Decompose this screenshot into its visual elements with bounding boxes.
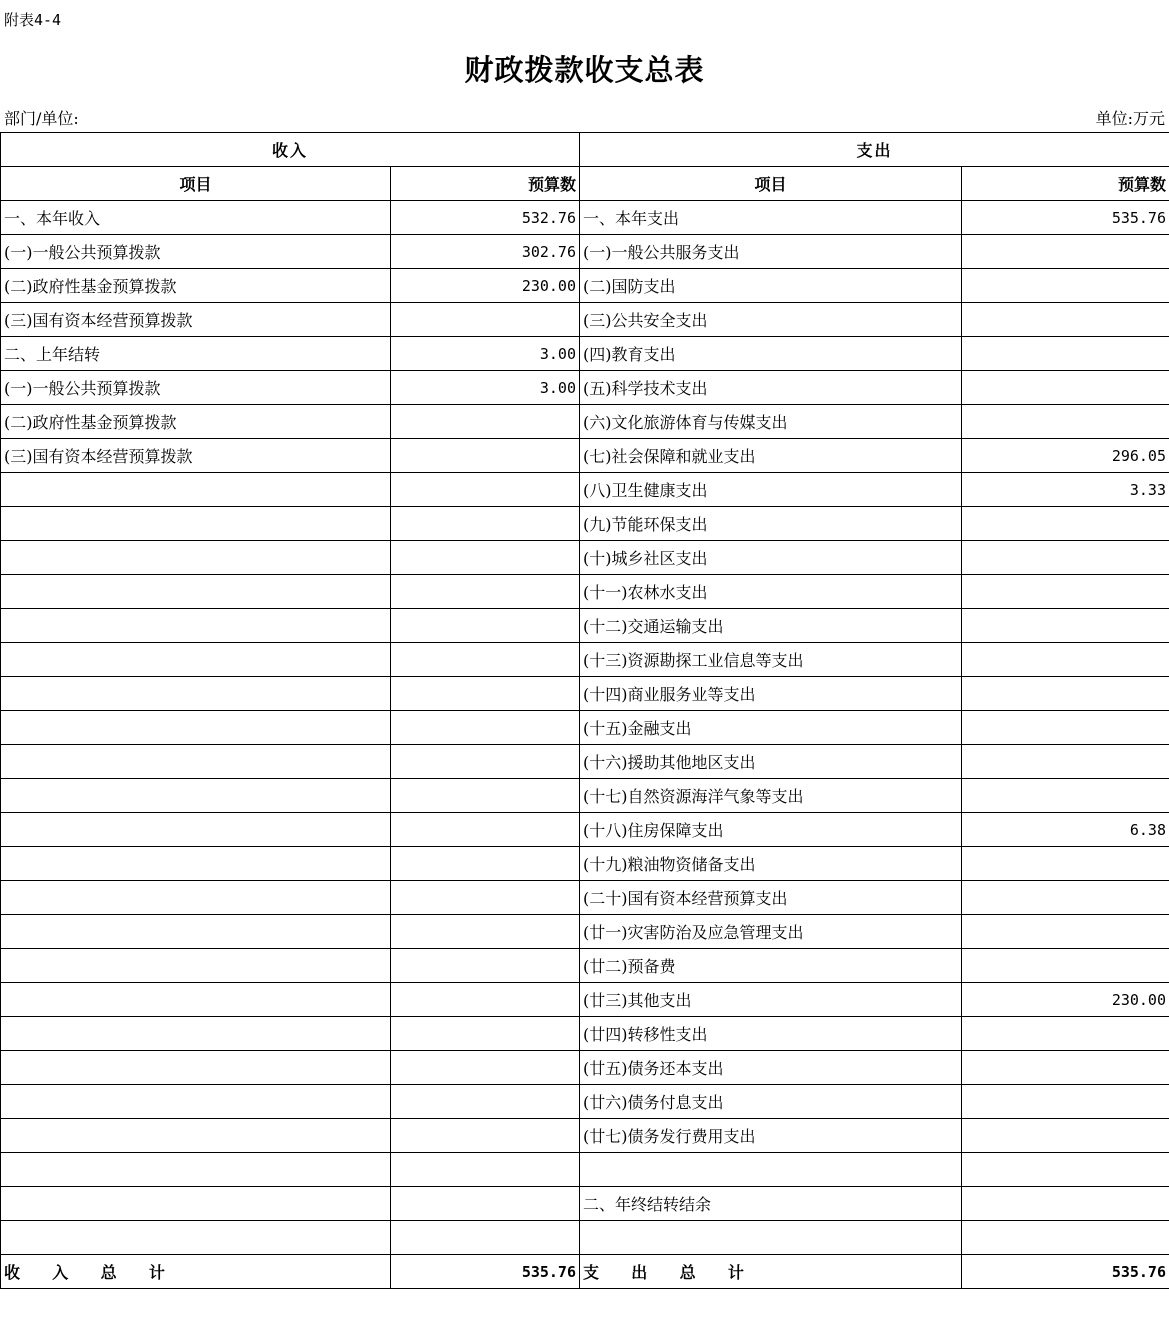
income-section-char-2: 入 bbox=[290, 141, 309, 160]
income-total-amount: 535.76 bbox=[391, 1255, 580, 1289]
expense-section-char-2: 出 bbox=[874, 141, 893, 160]
income-item-cell bbox=[1, 847, 391, 881]
income-amount-cell bbox=[391, 881, 580, 915]
table-row bbox=[1, 847, 1169, 881]
income-amount-cell: 3.00 bbox=[391, 337, 580, 371]
expense-amount-cell bbox=[962, 643, 1169, 677]
income-amount-cell bbox=[391, 779, 580, 813]
expense-amount-cell bbox=[962, 847, 1169, 881]
expense-item-cell bbox=[580, 1221, 962, 1255]
department-label: 部门/单位: bbox=[4, 109, 79, 128]
income-budget-column-header: 预算数 bbox=[391, 167, 580, 201]
expense-amount-cell bbox=[962, 1187, 1169, 1221]
table-row bbox=[1, 1017, 1169, 1051]
income-amount-cell bbox=[391, 949, 580, 983]
expense-item-cell: (八)卫生健康支出 bbox=[580, 473, 962, 507]
income-item-cell bbox=[1, 1017, 391, 1051]
income-amount-cell: 532.76 bbox=[391, 201, 580, 235]
income-item-cell bbox=[1, 1187, 391, 1221]
income-amount-cell bbox=[391, 813, 580, 847]
income-amount-cell bbox=[391, 1221, 580, 1255]
expense-item-cell bbox=[580, 1153, 962, 1187]
unit-label: 单位:万元 bbox=[1095, 109, 1165, 128]
table-row bbox=[1, 1051, 1169, 1085]
table-row bbox=[1, 473, 1169, 507]
income-amount-cell: 302.76 bbox=[391, 235, 580, 269]
income-amount-cell: 3.00 bbox=[391, 371, 580, 405]
expense-item-cell: (二十)国有资本经营预算支出 bbox=[580, 881, 962, 915]
expense-amount-cell bbox=[962, 507, 1169, 541]
income-section-char-1: 收 bbox=[271, 141, 290, 160]
table-row bbox=[1, 201, 1169, 235]
income-total-label: 收 入 总 计 bbox=[1, 1255, 391, 1289]
income-amount-cell bbox=[391, 609, 580, 643]
expense-item-cell: (十七)自然资源海洋气象等支出 bbox=[580, 779, 962, 813]
table-row bbox=[1, 303, 1169, 337]
expense-amount-cell bbox=[962, 779, 1169, 813]
expense-amount-cell bbox=[962, 1051, 1169, 1085]
expense-item-cell: (十)城乡社区支出 bbox=[580, 541, 962, 575]
expense-amount-cell bbox=[962, 745, 1169, 779]
expense-amount-cell: 230.00 bbox=[962, 983, 1169, 1017]
income-item-cell bbox=[1, 881, 391, 915]
expense-item-cell: (十八)住房保障支出 bbox=[580, 813, 962, 847]
expense-item-column-header: 项目 bbox=[580, 167, 962, 201]
budget-table bbox=[0, 132, 1169, 1289]
expense-item-cell: (一)一般公共服务支出 bbox=[580, 235, 962, 269]
expense-item-cell: 一、本年支出 bbox=[580, 201, 962, 235]
expense-item-cell: (廿一)灾害防治及应急管理支出 bbox=[580, 915, 962, 949]
expense-amount-cell: 296.05 bbox=[962, 439, 1169, 473]
expense-amount-cell bbox=[962, 303, 1169, 337]
expense-item-cell: (六)文化旅游体育与传媒支出 bbox=[580, 405, 962, 439]
table-row bbox=[1, 575, 1169, 609]
income-amount-cell bbox=[391, 439, 580, 473]
table-row bbox=[1, 813, 1169, 847]
expense-section-header bbox=[580, 133, 1169, 167]
income-item-cell bbox=[1, 915, 391, 949]
expense-item-cell: (二)国防支出 bbox=[580, 269, 962, 303]
income-item-cell: 二、上年结转 bbox=[1, 337, 391, 371]
table-row bbox=[1, 1221, 1169, 1255]
table-row bbox=[1, 711, 1169, 745]
income-amount-cell bbox=[391, 643, 580, 677]
income-item-cell: 一、本年收入 bbox=[1, 201, 391, 235]
income-amount-cell bbox=[391, 1051, 580, 1085]
income-item-cell bbox=[1, 745, 391, 779]
income-amount-cell bbox=[391, 677, 580, 711]
table-row bbox=[1, 541, 1169, 575]
expense-amount-cell bbox=[962, 405, 1169, 439]
table-row bbox=[1, 677, 1169, 711]
expense-amount-cell bbox=[962, 915, 1169, 949]
expense-amount-cell bbox=[962, 1017, 1169, 1051]
income-item-cell bbox=[1, 1221, 391, 1255]
table-row bbox=[1, 235, 1169, 269]
income-item-cell: (二)政府性基金预算拨款 bbox=[1, 269, 391, 303]
expense-item-cell: (廿四)转移性支出 bbox=[580, 1017, 962, 1051]
table-row bbox=[1, 949, 1169, 983]
income-amount-cell bbox=[391, 1187, 580, 1221]
income-item-cell: (三)国有资本经营预算拨款 bbox=[1, 439, 391, 473]
income-amount-cell bbox=[391, 473, 580, 507]
table-row bbox=[1, 439, 1169, 473]
expense-total-label: 支 出 总 计 bbox=[580, 1255, 962, 1289]
income-item-cell bbox=[1, 779, 391, 813]
page-title: 财政拨款收支总表 bbox=[464, 53, 705, 87]
expense-item-cell: (廿六)债务付息支出 bbox=[580, 1085, 962, 1119]
expense-item-cell: (十一)农林水支出 bbox=[580, 575, 962, 609]
expense-amount-cell bbox=[962, 1221, 1169, 1255]
income-section-header bbox=[1, 133, 580, 167]
income-item-cell bbox=[1, 575, 391, 609]
table-row bbox=[1, 983, 1169, 1017]
expense-amount-cell bbox=[962, 269, 1169, 303]
income-amount-cell bbox=[391, 745, 580, 779]
table-row bbox=[1, 1119, 1169, 1153]
income-amount-cell bbox=[391, 847, 580, 881]
income-item-cell bbox=[1, 983, 391, 1017]
expense-amount-cell bbox=[962, 1119, 1169, 1153]
expense-amount-cell bbox=[962, 711, 1169, 745]
income-amount-cell bbox=[391, 405, 580, 439]
income-item-cell: (一)一般公共预算拨款 bbox=[1, 371, 391, 405]
expense-item-cell: (七)社会保障和就业支出 bbox=[580, 439, 962, 473]
table-row bbox=[1, 779, 1169, 813]
table-row bbox=[1, 1085, 1169, 1119]
expense-item-cell: (五)科学技术支出 bbox=[580, 371, 962, 405]
income-item-cell: (三)国有资本经营预算拨款 bbox=[1, 303, 391, 337]
income-amount-cell bbox=[391, 983, 580, 1017]
expense-item-cell: (十三)资源勘探工业信息等支出 bbox=[580, 643, 962, 677]
expense-section-char-1: 支 bbox=[856, 141, 875, 160]
expense-amount-cell bbox=[962, 881, 1169, 915]
income-item-cell bbox=[1, 813, 391, 847]
expense-item-cell: (廿七)债务发行费用支出 bbox=[580, 1119, 962, 1153]
income-item-cell bbox=[1, 541, 391, 575]
expense-item-cell: (廿二)预备费 bbox=[580, 949, 962, 983]
income-item-cell bbox=[1, 1119, 391, 1153]
expense-amount-cell bbox=[962, 337, 1169, 371]
table-row bbox=[1, 1153, 1169, 1187]
expense-amount-cell bbox=[962, 677, 1169, 711]
table-code: 附表4-4 bbox=[4, 11, 62, 29]
income-item-cell bbox=[1, 643, 391, 677]
table-row bbox=[1, 643, 1169, 677]
income-item-cell bbox=[1, 677, 391, 711]
income-amount-cell bbox=[391, 1085, 580, 1119]
income-item-cell bbox=[1, 1085, 391, 1119]
table-row bbox=[1, 269, 1169, 303]
expense-item-cell: (四)教育支出 bbox=[580, 337, 962, 371]
expense-item-cell: (十二)交通运输支出 bbox=[580, 609, 962, 643]
expense-amount-cell: 6.38 bbox=[962, 813, 1169, 847]
expense-budget-column-header: 预算数 bbox=[962, 167, 1169, 201]
income-amount-cell bbox=[391, 1119, 580, 1153]
expense-amount-cell: 3.33 bbox=[962, 473, 1169, 507]
table-row bbox=[1, 915, 1169, 949]
expense-item-cell: (三)公共安全支出 bbox=[580, 303, 962, 337]
expense-item-cell: (廿五)债务还本支出 bbox=[580, 1051, 962, 1085]
income-amount-cell bbox=[391, 507, 580, 541]
income-amount-cell bbox=[391, 1153, 580, 1187]
expense-amount-cell bbox=[962, 1153, 1169, 1187]
column-header-row bbox=[1, 167, 1169, 201]
expense-item-cell: (十四)商业服务业等支出 bbox=[580, 677, 962, 711]
expense-item-cell: (十六)援助其他地区支出 bbox=[580, 745, 962, 779]
income-item-cell bbox=[1, 1051, 391, 1085]
expense-amount-cell bbox=[962, 609, 1169, 643]
income-amount-cell bbox=[391, 303, 580, 337]
income-item-cell bbox=[1, 1153, 391, 1187]
income-amount-cell bbox=[391, 711, 580, 745]
income-amount-cell bbox=[391, 915, 580, 949]
income-amount-cell bbox=[391, 541, 580, 575]
income-item-cell bbox=[1, 711, 391, 745]
table-row bbox=[1, 405, 1169, 439]
income-amount-cell bbox=[391, 575, 580, 609]
income-item-column-header: 项目 bbox=[1, 167, 391, 201]
expense-item-cell: (十五)金融支出 bbox=[580, 711, 962, 745]
table-row bbox=[1, 371, 1169, 405]
table-row bbox=[1, 507, 1169, 541]
table-row bbox=[1, 337, 1169, 371]
income-item-cell bbox=[1, 507, 391, 541]
income-amount-cell bbox=[391, 1017, 580, 1051]
expense-amount-cell bbox=[962, 235, 1169, 269]
table-row bbox=[1, 609, 1169, 643]
expense-item-cell: (九)节能环保支出 bbox=[580, 507, 962, 541]
income-item-cell bbox=[1, 473, 391, 507]
expense-amount-cell: 535.76 bbox=[962, 201, 1169, 235]
income-item-cell: (二)政府性基金预算拨款 bbox=[1, 405, 391, 439]
expense-amount-cell bbox=[962, 541, 1169, 575]
expense-item-cell: 二、年终结转结余 bbox=[580, 1187, 962, 1221]
income-amount-cell: 230.00 bbox=[391, 269, 580, 303]
table-row bbox=[1, 1187, 1169, 1221]
income-item-cell bbox=[1, 949, 391, 983]
expense-total-amount: 535.76 bbox=[962, 1255, 1169, 1289]
expense-amount-cell bbox=[962, 371, 1169, 405]
expense-amount-cell bbox=[962, 949, 1169, 983]
income-item-cell bbox=[1, 609, 391, 643]
expense-amount-cell bbox=[962, 575, 1169, 609]
expense-amount-cell bbox=[962, 1085, 1169, 1119]
income-item-cell: (一)一般公共预算拨款 bbox=[1, 235, 391, 269]
expense-item-cell: (廿三)其他支出 bbox=[580, 983, 962, 1017]
table-row bbox=[1, 881, 1169, 915]
section-header-row bbox=[1, 133, 1169, 167]
table-row bbox=[1, 745, 1169, 779]
total-row bbox=[1, 1255, 1169, 1289]
expense-item-cell: (十九)粮油物资储备支出 bbox=[580, 847, 962, 881]
